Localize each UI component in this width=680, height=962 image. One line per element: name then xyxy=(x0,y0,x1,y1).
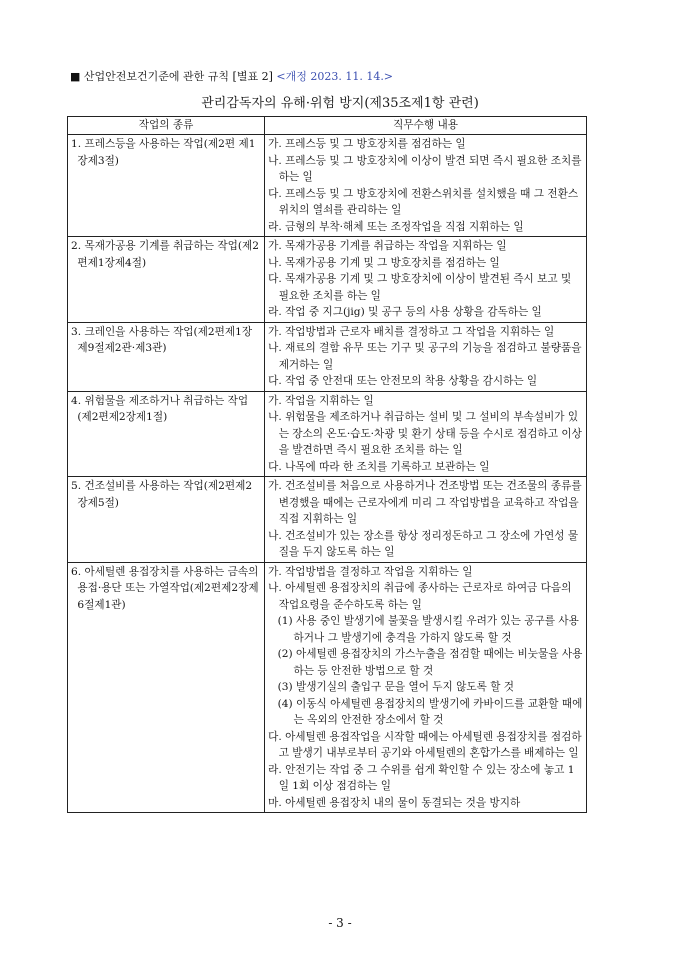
work-type-text: 4. 위험물을 제조하거나 취급하는 작업(제2편제2장제1절) xyxy=(71,394,249,423)
duty-item: 마. 아세틸렌 용접장치 내의 물이 동결되는 것을 방지하 xyxy=(268,796,521,809)
work-type-text: 1. 프레스등을 사용하는 작업(제2편 제1장제3절) xyxy=(71,138,256,167)
duty-item: 나. 목재가공용 기계 및 그 방호장치를 점검하는 일 xyxy=(268,256,500,269)
column-header-work-type: 작업의 종류 xyxy=(68,117,265,135)
duty-item: (1) 사용 중인 발생기에 불꽃을 발생시킬 우려가 있는 공구를 사용하거나 그 발생기에 충격을 가하지 않도록 할 것 xyxy=(277,615,579,644)
table-header-row xyxy=(68,117,587,135)
duty-item: 가. 작업방법을 결정하고 작업을 지휘하는 일 xyxy=(268,565,473,578)
duty-item: 가. 목재가공용 기계를 취급하는 작업을 지휘하는 일 xyxy=(268,240,507,252)
duty-item: (3) 발생기실의 출입구 문을 열어 두지 않도록 할 것 xyxy=(277,681,515,693)
duty-item: 나. 프레스등 및 그 방호장치에 이상이 발견 되면 즉시 필요한 조치를 하는 일 xyxy=(268,154,582,183)
table-row xyxy=(68,135,587,237)
duties-cell xyxy=(265,477,587,563)
duty-item: 다. 목재가공용 기계 및 그 방호장치에 이상이 발견된 즉시 보고 및 필요한 조치를 하는 일 xyxy=(268,273,572,302)
document-title: 관리감독자의 유해·위험 방지(제35조제1항 관련) xyxy=(201,96,479,111)
duty-item: (2) 아세틸렌 용접장치의 가스누출을 점검할 때에는 비눗물을 사용하는 등 안전한 방법으로 할 것 xyxy=(277,648,583,677)
duties-cell xyxy=(265,237,587,323)
work-type-text: 3. 크레인을 사용하는 작업(제2편제1장제9절제2관·제3관) xyxy=(71,325,253,354)
table-row xyxy=(68,562,587,813)
duties-cell xyxy=(265,391,587,477)
work-type-text: 5. 건조설비를 사용하는 작업(제2편제2장제5절) xyxy=(71,480,253,509)
duty-item: 나. 아세틸렌 용접장치의 취급에 종사하는 근로자로 하여금 다음의 작업요령을 준수하도록 하는 일 xyxy=(268,582,572,611)
duty-item: 라. 안전기는 작업 중 그 수위를 쉽게 확인할 수 있는 장소에 놓고 1일 1회 이상 점검하는 일 xyxy=(268,763,575,792)
duty-item: 다. 아세틸렌 용접작업을 시작할 때에는 아세틸렌 용접장치를 점검하고 발생기 내부로부터 공기와 아세틸렌의 혼합가스를 배제하는 일 xyxy=(268,730,582,759)
duty-item: 나. 건조설비가 있는 장소를 항상 정리정돈하고 그 장소에 가연성 물질을 두지 않도록 하는 일 xyxy=(268,529,579,558)
work-type-cell xyxy=(68,322,265,391)
revision-date-link[interactable]: <개정 2023. 11. 14.> xyxy=(276,70,394,83)
duty-item: 가. 건조설비를 처음으로 사용하거나 건조방법 또는 건조물의 종류를 변경했을 때에는 근로자에게 미리 그 작업방법을 교육하고 작업을 직접 지휘하는 일 xyxy=(268,480,582,525)
duty-item: 다. 프레스등 및 그 방호장치에 전환스위치를 설치했을 때 그 전환스위치의 열쇠를 관리하는 일 xyxy=(268,187,579,216)
duties-table xyxy=(67,116,587,813)
table-row xyxy=(68,391,587,477)
work-type-cell xyxy=(68,562,265,813)
page-number: - 3 - xyxy=(328,916,352,930)
work-type-cell xyxy=(68,477,265,563)
duties-cell xyxy=(265,322,587,391)
duty-item: 나. 재료의 결함 유무 또는 기구 및 공구의 기능을 점검하고 불량품을 제거하는 일 xyxy=(268,342,582,371)
duties-cell xyxy=(265,562,587,813)
duty-item: 다. 작업 중 안전대 또는 안전모의 착용 상황을 감시하는 일 xyxy=(268,375,538,387)
duty-item: 가. 작업방법과 근로자 배치를 결정하고 그 작업을 지휘하는 일 xyxy=(268,325,555,338)
duties-cell xyxy=(265,135,587,237)
column-header-duties: 직무수행 내용 xyxy=(265,117,587,135)
table-row xyxy=(68,237,587,323)
square-bullet-icon: ■ xyxy=(70,70,81,83)
work-type-cell xyxy=(68,391,265,477)
duty-item: 가. 작업을 지휘하는 일 xyxy=(268,394,374,407)
header-source-text: 산업안전보건기준에 관한 규칙 [별표 2] xyxy=(83,70,273,83)
table-row xyxy=(68,477,587,563)
duty-item: (4) 이동식 아세틸렌 용접장치의 발생기에 카바이드를 교환할 때에는 옥외의 안전한 장소에서 할 것 xyxy=(277,697,583,726)
duty-item: 라. 금형의 부착·해체 또는 조정작업을 직접 지휘하는 일 xyxy=(268,220,524,233)
duty-item: 라. 작업 중 지그(jig) 및 공구 등의 사용 상황을 감독하는 일 xyxy=(268,306,542,318)
duty-item: 다. 나목에 따라 한 조치를 기록하고 보관하는 일 xyxy=(268,460,490,473)
table-row xyxy=(68,322,587,391)
duty-item: 나. 위험물을 제조하거나 취급하는 설비 및 그 설비의 부속설비가 있는 장소의 온도·습도·차광 및 환기 상태 등을 수시로 점검하고 이상을 발견하면 즉시 필요한 조치를 하는 일 xyxy=(268,411,582,456)
document-header xyxy=(70,68,393,84)
work-type-text: 6. 아세틸렌 용접장치를 사용하는 금속의 용접·용단 또는 가열작업(제2편제2장제6절제1관) xyxy=(71,565,259,611)
work-type-cell xyxy=(68,237,265,323)
work-type-cell xyxy=(68,135,265,237)
duty-item: 가. 프레스등 및 그 방호장치를 점검하는 일 xyxy=(268,138,466,150)
work-type-text: 2. 목재가공용 기계를 취급하는 작업(제2편제1장제4절) xyxy=(71,240,259,269)
